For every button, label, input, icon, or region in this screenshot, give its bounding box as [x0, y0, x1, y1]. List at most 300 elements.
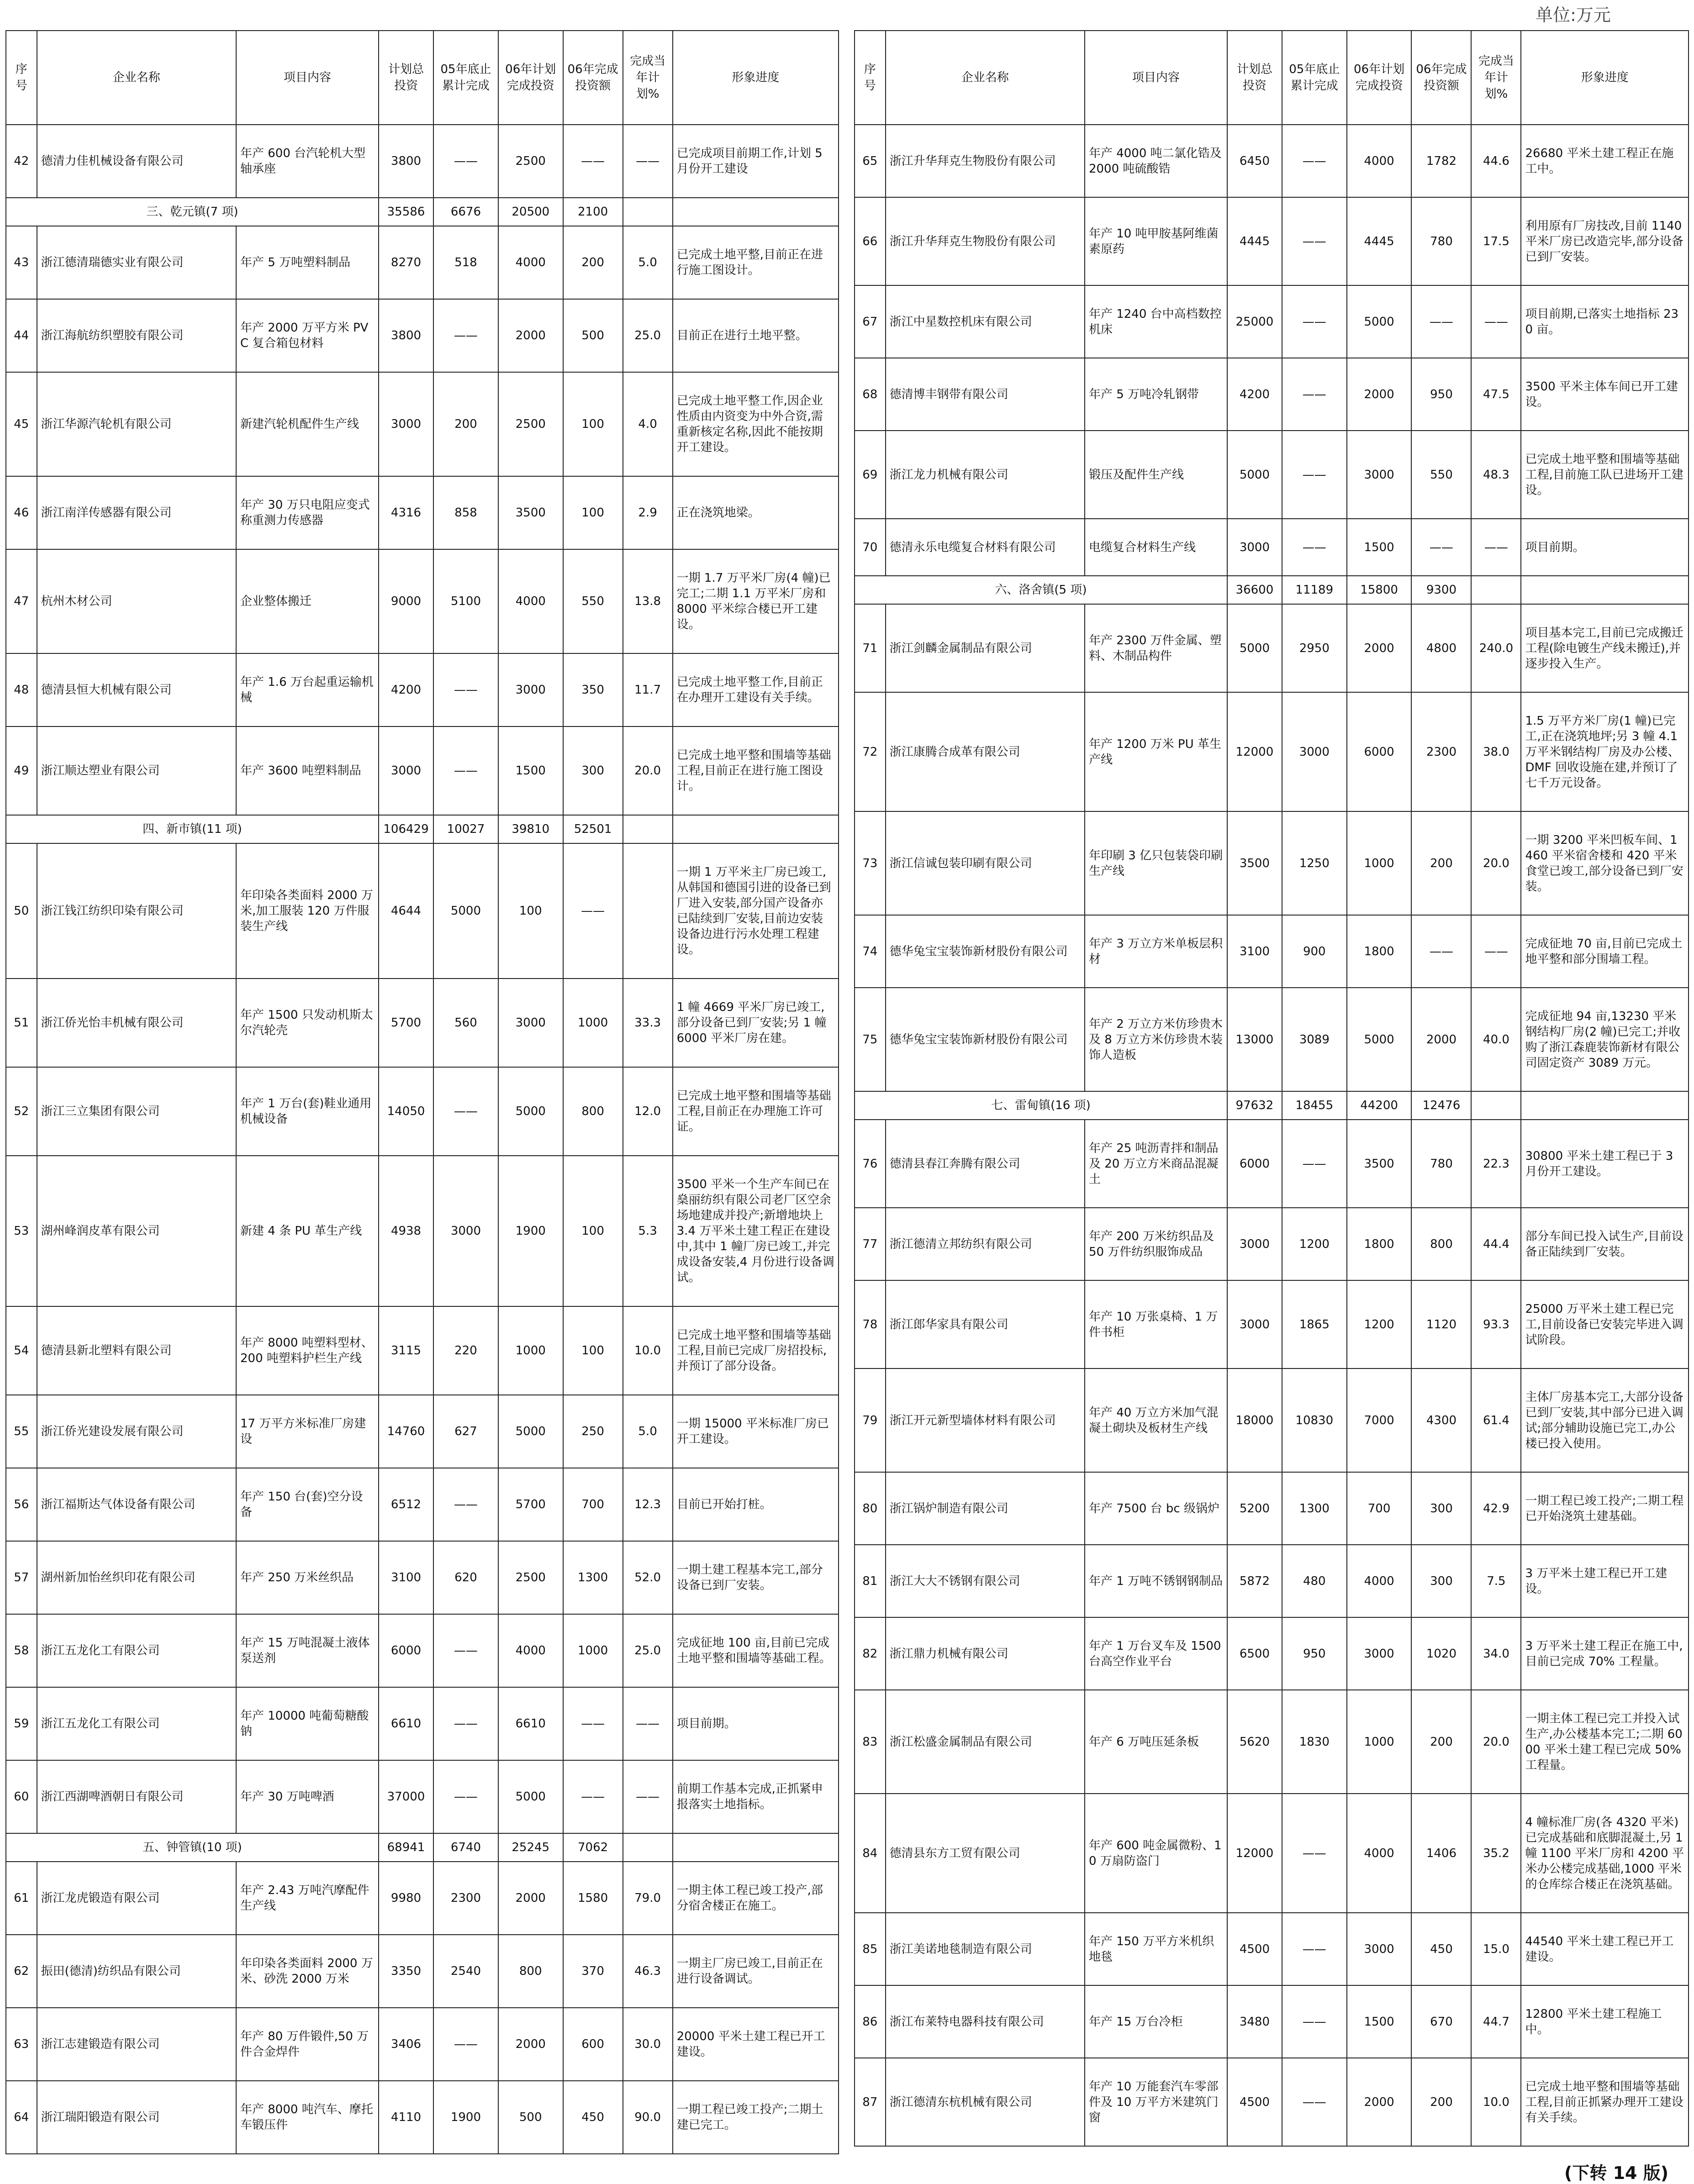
done06-cell: 1782 [1411, 125, 1471, 197]
progress-cell: 一期主体工程已完工并投入试生产,办公楼基本完工;二期 6000 平米土建工程已完成 50% 工程量。 [1521, 1690, 1689, 1794]
pct-cell: 38.0 [1471, 692, 1521, 811]
done06-cell: 780 [1411, 197, 1471, 285]
seq-cell: 70 [855, 519, 886, 576]
company-cell: 浙江开元新型墙体材料有限公司 [886, 1368, 1085, 1472]
plan06-cell: 5000 [498, 1760, 563, 1833]
table-row [855, 1617, 1689, 1690]
cum05-cell: 5100 [433, 549, 498, 653]
plan06-cell: 2000 [1347, 2058, 1412, 2146]
section-title: 四、新市镇(11 项) [6, 815, 379, 843]
section-cum05: 10027 [433, 815, 498, 843]
done06-cell: 4800 [1411, 604, 1471, 692]
table-row [6, 843, 839, 979]
project-cell: 年产 30 万吨啤酒 [236, 1760, 379, 1833]
section-row [6, 815, 839, 843]
done06-cell: 1300 [563, 1541, 623, 1614]
section-empty-progress [673, 815, 839, 843]
project-cell: 年产 10000 吨葡萄糖酸钠 [236, 1687, 379, 1760]
progress-cell: 项目前期,已落实土地指标 230 亩。 [1521, 285, 1689, 358]
done06-cell: 1406 [1411, 1794, 1471, 1913]
done06-cell: 370 [563, 1935, 623, 2008]
plan06-cell: 3000 [1347, 431, 1412, 519]
cum05-cell: 620 [433, 1541, 498, 1614]
table-row [855, 1985, 1689, 2058]
seq-cell: 46 [6, 476, 37, 549]
plan06-cell: 3000 [1347, 1617, 1412, 1690]
header-seq: 序号 [6, 31, 37, 125]
cum05-cell: —— [433, 299, 498, 372]
cum05-cell: 5000 [433, 843, 498, 979]
cum05-cell: —— [1282, 125, 1347, 197]
company-cell: 浙江康腾合成革有限公司 [886, 692, 1085, 811]
company-cell: 浙江钱江纺织印染有限公司 [37, 843, 236, 979]
project-cell: 年产 250 万米丝织品 [236, 1541, 379, 1614]
project-cell: 年产 6 万吨压延条板 [1085, 1690, 1227, 1794]
progress-cell: 12800 平米土建工程施工中。 [1521, 1985, 1689, 2058]
company-cell: 浙江大大不锈钢有限公司 [886, 1545, 1085, 1617]
cum05-cell: 1830 [1282, 1690, 1347, 1794]
table-row [6, 2008, 839, 2081]
table-row [855, 1208, 1689, 1280]
project-cell: 年产 3 万立方米单板层积材 [1085, 915, 1227, 988]
cum05-cell: —— [1282, 358, 1347, 431]
header-cum05: 05年底止累计完成 [1282, 31, 1347, 125]
section-done06: 52501 [563, 815, 623, 843]
progress-cell: 26680 平米土建工程正在施工中。 [1521, 125, 1689, 197]
progress-cell: 已完成土地平整,目前正在进行施工图设计。 [673, 226, 839, 299]
plan06-cell: 1800 [1347, 915, 1412, 988]
pct-cell: 13.8 [623, 549, 673, 653]
project-cell: 企业整体搬迁 [236, 549, 379, 653]
project-cell: 年产 600 台汽轮机大型轴承座 [236, 125, 379, 198]
section-title: 五、钟管镇(10 项) [6, 1833, 379, 1862]
cum05-cell: —— [433, 2008, 498, 2081]
section-cum05: 18455 [1282, 1091, 1347, 1120]
company-cell: 浙江龙力机械有限公司 [886, 431, 1085, 519]
seq-cell: 51 [6, 979, 37, 1067]
plan06-cell: 5000 [498, 1395, 563, 1468]
project-cell: 年产 1 万吨不锈钢钢制品 [1085, 1545, 1227, 1617]
company-cell: 湖州新加怡丝织印花有限公司 [37, 1541, 236, 1614]
table-row [6, 226, 839, 299]
company-cell: 浙江信诚包装印刷有限公司 [886, 811, 1085, 915]
project-cell: 电缆复合材料生产线 [1085, 519, 1227, 576]
project-cell: 年产 40 万立方米加气混凝土砌块及板材生产线 [1085, 1368, 1227, 1472]
plan06-cell: 2000 [498, 2008, 563, 2081]
plan06-cell: 5000 [498, 1067, 563, 1156]
right-table [854, 30, 1689, 2147]
project-cell: 年产 150 台(套)空分设备 [236, 1468, 379, 1541]
plan-cell: 3406 [379, 2008, 433, 2081]
done06-cell: 2300 [1411, 692, 1471, 811]
plan-cell: 4445 [1227, 197, 1282, 285]
project-cell: 年产 8000 吨汽车、摩托车锻压件 [236, 2081, 379, 2154]
seq-cell: 59 [6, 1687, 37, 1760]
seq-cell: 47 [6, 549, 37, 653]
seq-cell: 49 [6, 726, 37, 815]
company-cell: 浙江五龙化工有限公司 [37, 1687, 236, 1760]
table-row [6, 1067, 839, 1156]
section-plan: 106429 [379, 815, 433, 843]
plan-cell: 3500 [1227, 811, 1282, 915]
company-cell: 德清博丰钢带有限公司 [886, 358, 1085, 431]
seq-cell: 55 [6, 1395, 37, 1468]
cum05-cell: 900 [1282, 915, 1347, 988]
project-cell: 年印染各类面料 2000 万米、砂洗 2000 万米 [236, 1935, 379, 2008]
header-row [855, 31, 1689, 125]
plan-cell: 4200 [1227, 358, 1282, 431]
section-title: 七、雷甸镇(16 项) [855, 1091, 1227, 1120]
cum05-cell: 220 [433, 1306, 498, 1395]
done06-cell: 550 [563, 549, 623, 653]
project-cell: 17 万平方米标准厂房建设 [236, 1395, 379, 1468]
table-row [855, 1120, 1689, 1208]
seq-cell: 76 [855, 1120, 886, 1208]
done06-cell: 350 [563, 653, 623, 726]
progress-cell: 3500 平米一个生产车间已在燊丽纺织有限公司老厂区空余场地建成并投产;新增地块上 3.4 万平米土建工程正在建设中,其中 1 幢厂房已竣工,并完成设备安装,4 月份进行设备调试。 [673, 1156, 839, 1306]
company-cell: 浙江剑麟金属制品有限公司 [886, 604, 1085, 692]
header-cum05: 05年底止累计完成 [433, 31, 498, 125]
plan-cell: 4500 [1227, 2058, 1282, 2146]
project-cell: 年产 1240 台中高档数控机床 [1085, 285, 1227, 358]
company-cell: 浙江德清瑞德实业有限公司 [37, 226, 236, 299]
seq-cell: 50 [6, 843, 37, 979]
section-plan06: 20500 [498, 198, 563, 226]
done06-cell: 200 [1411, 1690, 1471, 1794]
done06-cell: 100 [563, 1156, 623, 1306]
plan06-cell: 5000 [1347, 285, 1412, 358]
progress-cell: 一期工程已竣工投产;二期工程已开始浇筑土建基础。 [1521, 1472, 1689, 1545]
progress-cell: 30800 平米土建工程已于 3 月份开工建设。 [1521, 1120, 1689, 1208]
project-cell: 年产 150 万平方米机织地毯 [1085, 1913, 1227, 1985]
plan-cell: 3000 [379, 372, 433, 476]
seq-cell: 64 [6, 2081, 37, 2154]
cum05-cell: 1865 [1282, 1280, 1347, 1368]
project-cell: 年产 7500 台 bc 级锅炉 [1085, 1472, 1227, 1545]
plan06-cell: 4000 [1347, 125, 1412, 197]
company-cell: 振田(德清)纺织品有限公司 [37, 1935, 236, 2008]
section-empty-pct [623, 198, 673, 226]
plan06-cell: 1500 [1347, 519, 1412, 576]
plan-cell: 3800 [379, 125, 433, 198]
done06-cell: 4300 [1411, 1368, 1471, 1472]
seq-cell: 69 [855, 431, 886, 519]
left-table-body [6, 125, 839, 2154]
pct-cell: 52.0 [623, 1541, 673, 1614]
seq-cell: 57 [6, 1541, 37, 1614]
table-row [6, 1614, 839, 1687]
cum05-cell: —— [1282, 1120, 1347, 1208]
plan-cell: 5200 [1227, 1472, 1282, 1545]
section-cum05: 6676 [433, 198, 498, 226]
progress-cell: 项目前期。 [673, 1687, 839, 1760]
plan-cell: 5000 [1227, 431, 1282, 519]
pct-cell: 25.0 [623, 1614, 673, 1687]
plan-cell: 3000 [1227, 1208, 1282, 1280]
company-cell: 浙江松盛金属制品有限公司 [886, 1690, 1085, 1794]
plan06-cell: 3000 [498, 653, 563, 726]
table-row [855, 811, 1689, 915]
company-cell: 湖州峰润皮革有限公司 [37, 1156, 236, 1306]
cum05-cell: —— [433, 1067, 498, 1156]
pct-cell: 10.0 [623, 1306, 673, 1395]
plan06-cell: 5700 [498, 1468, 563, 1541]
seq-cell: 67 [855, 285, 886, 358]
pct-cell: 12.3 [623, 1468, 673, 1541]
table-row [6, 1541, 839, 1614]
project-cell: 年产 200 万米纺织品及 50 万件纺织服饰成品 [1085, 1208, 1227, 1280]
project-cell: 年产 1 万台叉车及 1500 台高空作业平台 [1085, 1617, 1227, 1690]
done06-cell: 500 [563, 299, 623, 372]
header-progress: 形象进度 [1521, 31, 1689, 125]
project-cell: 年产 2 万立方米仿珍贵木及 8 万立方米仿珍贵木装饰人造板 [1085, 988, 1227, 1091]
pct-cell: 17.5 [1471, 197, 1521, 285]
company-cell: 浙江升华拜克生物股份有限公司 [886, 197, 1085, 285]
cum05-cell: 950 [1282, 1617, 1347, 1690]
seq-cell: 68 [855, 358, 886, 431]
cum05-cell: 1300 [1282, 1472, 1347, 1545]
project-cell: 年产 1200 万米 PU 革生产线 [1085, 692, 1227, 811]
done06-cell: 200 [563, 226, 623, 299]
seq-cell: 72 [855, 692, 886, 811]
table-row [6, 1862, 839, 1935]
table-row [855, 1472, 1689, 1545]
done06-cell: —— [1411, 285, 1471, 358]
plan06-cell: 1900 [498, 1156, 563, 1306]
seq-cell: 84 [855, 1794, 886, 1913]
table-row [855, 1794, 1689, 1913]
plan-cell: 9980 [379, 1862, 433, 1935]
progress-cell: 一期 15000 平米标准厂房已开工建设。 [673, 1395, 839, 1468]
section-done06: 7062 [563, 1833, 623, 1862]
project-cell: 年产 1.6 万台起重运输机械 [236, 653, 379, 726]
project-cell: 年产 4000 吨二氯化锆及 2000 吨硫酸锆 [1085, 125, 1227, 197]
done06-cell: —— [1411, 519, 1471, 576]
plan06-cell: 2000 [1347, 604, 1412, 692]
seq-cell: 78 [855, 1280, 886, 1368]
table-row [855, 358, 1689, 431]
company-cell: 浙江郎华家具有限公司 [886, 1280, 1085, 1368]
section-title: 六、洛舍镇(5 项) [855, 576, 1227, 604]
cum05-cell: —— [1282, 431, 1347, 519]
plan06-cell: 3000 [1347, 1913, 1412, 1985]
section-plan06: 15800 [1347, 576, 1412, 604]
pct-cell: 44.4 [1471, 1208, 1521, 1280]
section-done06: 9300 [1411, 576, 1471, 604]
cum05-cell: 480 [1282, 1545, 1347, 1617]
progress-cell: 已完成土地平整和围墙等基础工程,目前正在进行施工图设计。 [673, 726, 839, 815]
pct-cell: 35.2 [1471, 1794, 1521, 1913]
plan-cell: 5700 [379, 979, 433, 1067]
plan06-cell: 800 [498, 1935, 563, 2008]
pct-cell: —— [623, 1687, 673, 1760]
progress-cell: 完成征地 70 亩,目前已完成土地平整和部分围墙工程。 [1521, 915, 1689, 988]
header-plan06: 06年计划完成投资 [1347, 31, 1412, 125]
table-row [855, 1545, 1689, 1617]
plan06-cell: 2000 [498, 1862, 563, 1935]
company-cell: 德清县东方工贸有限公司 [886, 1794, 1085, 1913]
cum05-cell: —— [433, 1760, 498, 1833]
pct-cell: 4.0 [623, 372, 673, 476]
pct-cell: 10.0 [1471, 2058, 1521, 2146]
progress-cell: 正在浇筑地梁。 [673, 476, 839, 549]
progress-cell: 一期 3200 平米凹板车间、1460 平米宿舍楼和 420 平米食堂已竣工,部分设备已到厂安装。 [1521, 811, 1689, 915]
done06-cell: 800 [563, 1067, 623, 1156]
plan06-cell: 2000 [498, 299, 563, 372]
table-row [855, 519, 1689, 576]
done06-cell: 2000 [1411, 988, 1471, 1091]
done06-cell: —— [563, 1687, 623, 1760]
done06-cell: —— [563, 843, 623, 979]
pct-cell: 40.0 [1471, 988, 1521, 1091]
plan-cell: 13000 [1227, 988, 1282, 1091]
plan06-cell: 4000 [498, 226, 563, 299]
cum05-cell: 627 [433, 1395, 498, 1468]
company-cell: 德清力佳机械设备有限公司 [37, 125, 236, 198]
done06-cell: —— [1411, 915, 1471, 988]
pct-cell: 7.5 [1471, 1545, 1521, 1617]
company-cell: 浙江三立集团有限公司 [37, 1067, 236, 1156]
progress-cell: 已完成土地平整和围墙等基础工程,目前已完成厂房招投标,并预订了部分设备。 [673, 1306, 839, 1395]
pct-cell: —— [1471, 915, 1521, 988]
cum05-cell: —— [1282, 285, 1347, 358]
cum05-cell: —— [433, 125, 498, 198]
company-cell: 浙江西湖啤酒朝日有限公司 [37, 1760, 236, 1833]
pct-cell: 20.0 [623, 726, 673, 815]
plan-cell: 4644 [379, 843, 433, 979]
table-row [855, 197, 1689, 285]
header-seq: 序号 [855, 31, 886, 125]
progress-cell: 3 万平米土建工程已开工建设。 [1521, 1545, 1689, 1617]
progress-cell: 利用原有厂房技改,目前 1140 平米厂房已改造完毕,部分设备已到厂安装。 [1521, 197, 1689, 285]
section-empty-progress [673, 1833, 839, 1862]
project-cell: 年产 10 万能套汽车零部件及 10 万平方米建筑门窗 [1085, 2058, 1227, 2146]
project-cell: 年产 10 吨甲胺基阿维菌素原药 [1085, 197, 1227, 285]
pct-cell: 5.0 [623, 1395, 673, 1468]
company-cell: 浙江侨光怡丰机械有限公司 [37, 979, 236, 1067]
project-cell: 年产 5 万吨冷轧钢带 [1085, 358, 1227, 431]
plan-cell: 12000 [1227, 692, 1282, 811]
done06-cell: 100 [563, 1306, 623, 1395]
plan-cell: 4938 [379, 1156, 433, 1306]
project-cell: 年产 25 吨沥青拌和制品及 20 万立方米商品混凝土 [1085, 1120, 1227, 1208]
project-cell: 年产 80 万件锻件,50 万件合金焊件 [236, 2008, 379, 2081]
table-row [855, 988, 1689, 1091]
table-row [6, 549, 839, 653]
section-row [855, 576, 1689, 604]
seq-cell: 71 [855, 604, 886, 692]
plan-cell: 3480 [1227, 1985, 1282, 2058]
header-company: 企业名称 [37, 31, 236, 125]
table-row [855, 125, 1689, 197]
progress-cell: 已完成土地平整和围墙等基础工程,目前正抓紧办理开工建设有关手续。 [1521, 2058, 1689, 2146]
cum05-cell: 560 [433, 979, 498, 1067]
project-cell: 年产 2.43 万吨汽摩配件生产线 [236, 1862, 379, 1935]
progress-cell: 已完成土地平整和围墙等基础工程,目前正在办理施工许可证。 [673, 1067, 839, 1156]
company-cell: 浙江龙虎锻造有限公司 [37, 1862, 236, 1935]
cum05-cell: 200 [433, 372, 498, 476]
progress-cell: 项目基本完工,目前已完成搬迁工程(除电镀生产线未搬迁),并逐步投入生产。 [1521, 604, 1689, 692]
plan-cell: 14050 [379, 1067, 433, 1156]
pct-cell: 15.0 [1471, 1913, 1521, 1985]
table-row [855, 1913, 1689, 1985]
project-cell: 年产 8000 吨塑料型材、200 吨塑料护栏生产线 [236, 1306, 379, 1395]
continued-note: (下转 14 版) [1564, 2163, 1669, 2183]
plan-cell: 6450 [1227, 125, 1282, 197]
cum05-cell: 2300 [433, 1862, 498, 1935]
plan06-cell: 7000 [1347, 1368, 1412, 1472]
progress-cell: 项目前期。 [1521, 519, 1689, 576]
cum05-cell: 1200 [1282, 1208, 1347, 1280]
pct-cell: —— [623, 1760, 673, 1833]
seq-cell: 80 [855, 1472, 886, 1545]
progress-cell: 前期工作基本完成,正抓紧申报落实土地指标。 [673, 1760, 839, 1833]
pct-cell [623, 843, 673, 979]
company-cell: 浙江升华拜克生物股份有限公司 [886, 125, 1085, 197]
plan-cell: 3100 [379, 1541, 433, 1614]
done06-cell: 250 [563, 1395, 623, 1468]
pct-cell: 30.0 [623, 2008, 673, 2081]
plan-cell: 3100 [1227, 915, 1282, 988]
plan-cell: 3800 [379, 299, 433, 372]
section-plan06: 44200 [1347, 1091, 1412, 1120]
seq-cell: 83 [855, 1690, 886, 1794]
plan06-cell: 1000 [1347, 1690, 1412, 1794]
pct-cell: 34.0 [1471, 1617, 1521, 1690]
section-cum05: 11189 [1282, 576, 1347, 604]
header-pct: 完成当年计划% [623, 31, 673, 125]
progress-cell: 目前已开始打桩。 [673, 1468, 839, 1541]
done06-cell: 200 [1411, 2058, 1471, 2146]
pct-cell: 20.0 [1471, 1690, 1521, 1794]
progress-cell: 一期土建工程基本完工,部分设备已到厂安装。 [673, 1541, 839, 1614]
company-cell: 浙江侨光建设发展有限公司 [37, 1395, 236, 1468]
header-pct: 完成当年计划% [1471, 31, 1521, 125]
project-cell: 年印刷 3 亿只包装袋印刷生产线 [1085, 811, 1227, 915]
seq-cell: 74 [855, 915, 886, 988]
table-row [6, 653, 839, 726]
pct-cell: 93.3 [1471, 1280, 1521, 1368]
plan-cell: 3350 [379, 1935, 433, 2008]
pct-cell: 12.0 [623, 1067, 673, 1156]
cum05-cell: —— [1282, 197, 1347, 285]
plan06-cell: 2500 [498, 1541, 563, 1614]
plan-cell: 6000 [1227, 1120, 1282, 1208]
table-row [6, 372, 839, 476]
plan-cell: 18000 [1227, 1368, 1282, 1472]
section-plan06: 39810 [498, 815, 563, 843]
project-cell: 新建 4 条 PU 革生产线 [236, 1156, 379, 1306]
table-row [855, 1368, 1689, 1472]
company-cell: 浙江鼎力机械有限公司 [886, 1617, 1085, 1690]
table-row [855, 1690, 1689, 1794]
seq-cell: 56 [6, 1468, 37, 1541]
cum05-cell: —— [433, 1614, 498, 1687]
progress-cell: 完成征地 94 亩,13230 平米钢结构厂房(2 幢)已完工;并收购了浙江森鹿装饰新材有限公司固定资产 3089 万元。 [1521, 988, 1689, 1091]
progress-cell: 部分车间已投入试生产,目前设备正陆续到厂安装。 [1521, 1208, 1689, 1280]
cum05-cell: —— [433, 1468, 498, 1541]
done06-cell: 700 [563, 1468, 623, 1541]
table-row [6, 979, 839, 1067]
progress-cell: 已完成土地平整工作,目前正在办理开工建设有关手续。 [673, 653, 839, 726]
plan-cell: 4500 [1227, 1913, 1282, 1985]
header-company: 企业名称 [886, 31, 1085, 125]
section-title: 三、乾元镇(7 项) [6, 198, 379, 226]
project-cell: 年产 1500 只发动机斯太尔汽轮壳 [236, 979, 379, 1067]
plan-cell: 6500 [1227, 1617, 1282, 1690]
progress-cell: 25000 万平米土建工程已完工,目前设备已安装完毕进入调试阶段。 [1521, 1280, 1689, 1368]
plan-cell: 5872 [1227, 1545, 1282, 1617]
